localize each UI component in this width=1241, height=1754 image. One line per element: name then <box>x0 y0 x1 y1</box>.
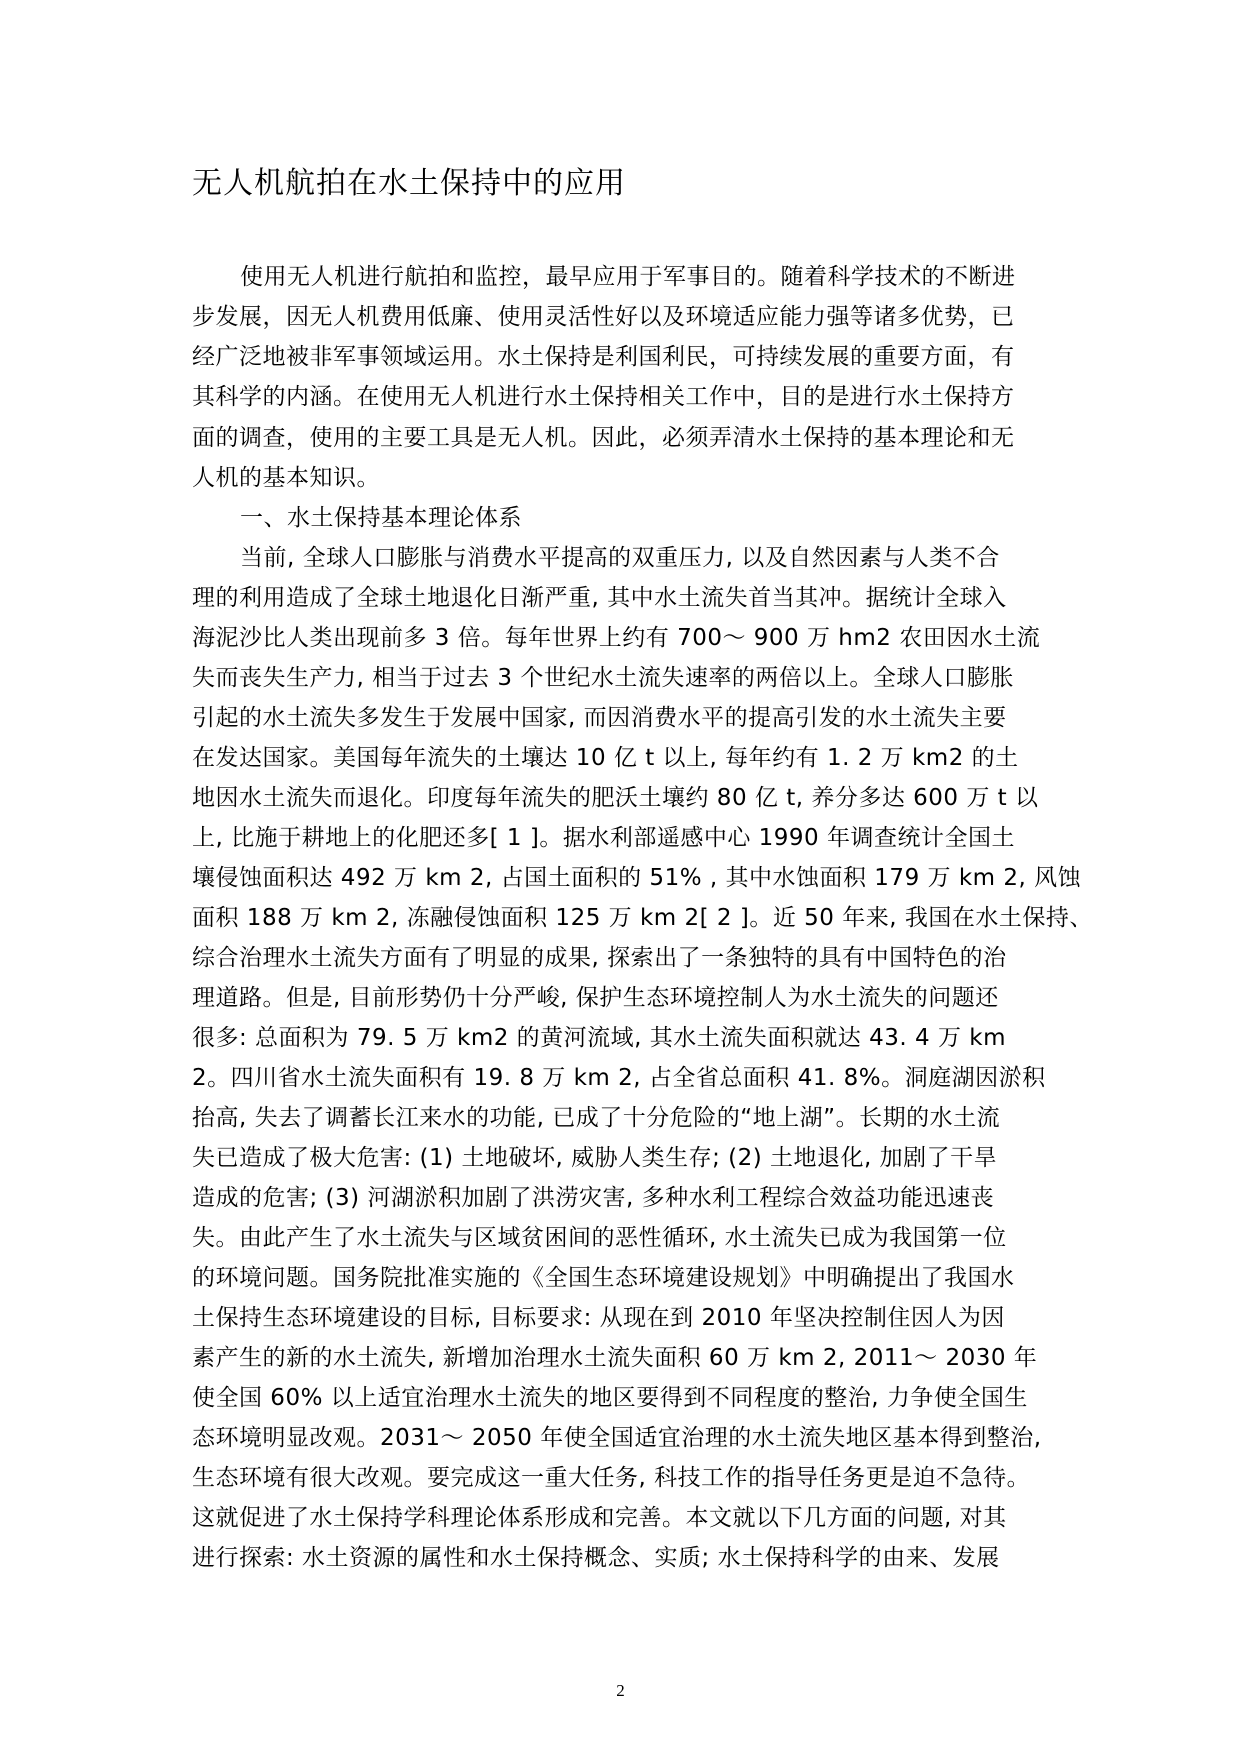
body-line: 的环境问题。国务院批准实施的《全国生态环境建设规划》中明确提出了我国水 <box>192 1265 1015 1291</box>
body-line: 引起的水土流失多发生于发展中国家, 而因消费水平的提高引发的水土流失主要 <box>192 705 1007 731</box>
body-line: 抬高, 失去了调蓄长江来水的功能, 已成了十分危险的“地上湖”。长期的水土流 <box>192 1105 1001 1131</box>
body-line: 2。四川省水土流失面积有 19. 8 万 km 2, 占全省总面积 41. 8%。洞庭湖因淤积 <box>192 1065 1046 1091</box>
body-line: 理道路。但是, 目前形势仍十分严峻, 保护生态环境控制人为水土流失的问题还 <box>192 985 999 1011</box>
body-line: 海泥沙比人类出现前多 3 倍。每年世界上约有 700～ 900 万 hm2 农田因水土流 <box>192 625 1041 651</box>
body-line: 很多: 总面积为 79. 5 万 km2 的黄河流域, 其水土流失面积就达 43. 4 万 km <box>192 1025 1006 1051</box>
intro-line: 其科学的内涵。在使用无人机进行水土保持相关工作中，目的是进行水土保持方 <box>192 384 1015 410</box>
body-line: 当前, 全球人口膨胀与消费水平提高的双重压力, 以及自然因素与人类不合 <box>240 545 1000 571</box>
body-line: 生态环境有很大改观。要完成这一重大任务, 科技工作的指导任务更是迫不急待。 <box>192 1465 1031 1491</box>
page-number: 2 <box>616 1681 625 1700</box>
body-line: 失已造成了极大危害: (1) 土地破坏, 威胁人类生存; (2) 土地退化, 加剧了干旱 <box>192 1145 998 1171</box>
intro-line: 经广泛地被非军事领域运用。水土保持是利国利民，可持续发展的重要方面，有 <box>192 344 1015 370</box>
body-line: 理的利用造成了全球土地退化日渐严重, 其中水土流失首当其冲。据统计全球入 <box>192 585 1007 611</box>
intro-line: 面的调查，使用的主要工具是无人机。因此，必须弄清水土保持的基本理论和无 <box>192 425 1015 451</box>
body-line: 造成的危害; (3) 河湖淤积加剧了洪涝灾害, 多种水利工程综合效益功能迅速丧 <box>192 1185 995 1211</box>
body-line: 面积 188 万 km 2, 冻融侵蚀面积 125 万 km 2[ 2 ]。近 50 年来, 我国在水土保持、 <box>192 905 1093 931</box>
document-title: 无人机航拍在水土保持中的应用 <box>192 166 626 201</box>
intro-line: 步发展，因无人机费用低廉、使用灵活性好以及环境适应能力强等诸多优势，已 <box>192 304 1015 330</box>
body-line: 失。由此产生了水土流失与区域贫困间的恶性循环, 水土流失已成为我国第一位 <box>192 1225 1007 1251</box>
body-line: 综合治理水土流失方面有了明显的成果, 探索出了一条独特的具有中国特色的治 <box>192 945 1007 971</box>
body-line: 失而丧失生产力, 相当于过去 3 个世纪水土流失速率的两倍以上。全球人口膨胀 <box>192 665 1014 691</box>
body-line: 地因水土流失而退化。印度每年流失的肥沃土壤约 80 亿 t, 养分多达 600 万 t 以 <box>192 785 1039 811</box>
body-line: 这就促进了水土保持学科理论体系形成和完善。本文就以下几方面的问题, 对其 <box>192 1505 1007 1531</box>
section-heading: 一、水土保持基本理论体系 <box>240 505 522 531</box>
intro-line: 人机的基本知识。 <box>192 465 380 491</box>
body-line: 态环境明显改观。2031～ 2050 年使全国适宜治理的水土流失地区基本得到整治, <box>192 1425 1042 1451</box>
body-line: 使全国 60% 以上适宜治理水土流失的地区要得到不同程度的整治, 力争使全国生 <box>192 1385 1028 1411</box>
body-line: 壤侵蚀面积达 492 万 km 2, 占国土面积的 51% , 其中水蚀面积 179 万 km 2, 风蚀 <box>192 865 1082 891</box>
body-line: 进行探索: 水土资源的属性和水土保持概念、实质; 水土保持科学的由来、发展 <box>192 1545 1000 1571</box>
body-line: 上, 比施于耕地上的化肥还多[ 1 ]。据水利部遥感中心 1990 年调查统计全国土 <box>192 825 1015 851</box>
intro-line: 使用无人机进行航拍和监控，最早应用于军事目的。随着科学技术的不断进 <box>240 264 1016 290</box>
body-line: 在发达国家。美国每年流失的土壤达 10 亿 t 以上, 每年约有 1. 2 万 km2 的土 <box>192 745 1019 771</box>
body-line: 素产生的新的水土流失, 新增加治理水土流失面积 60 万 km 2, 2011～ 2030 年 <box>192 1345 1038 1371</box>
body-line: 土保持生态环境建设的目标, 目标要求: 从现在到 2010 年坚决控制住因人为因 <box>192 1305 1005 1331</box>
